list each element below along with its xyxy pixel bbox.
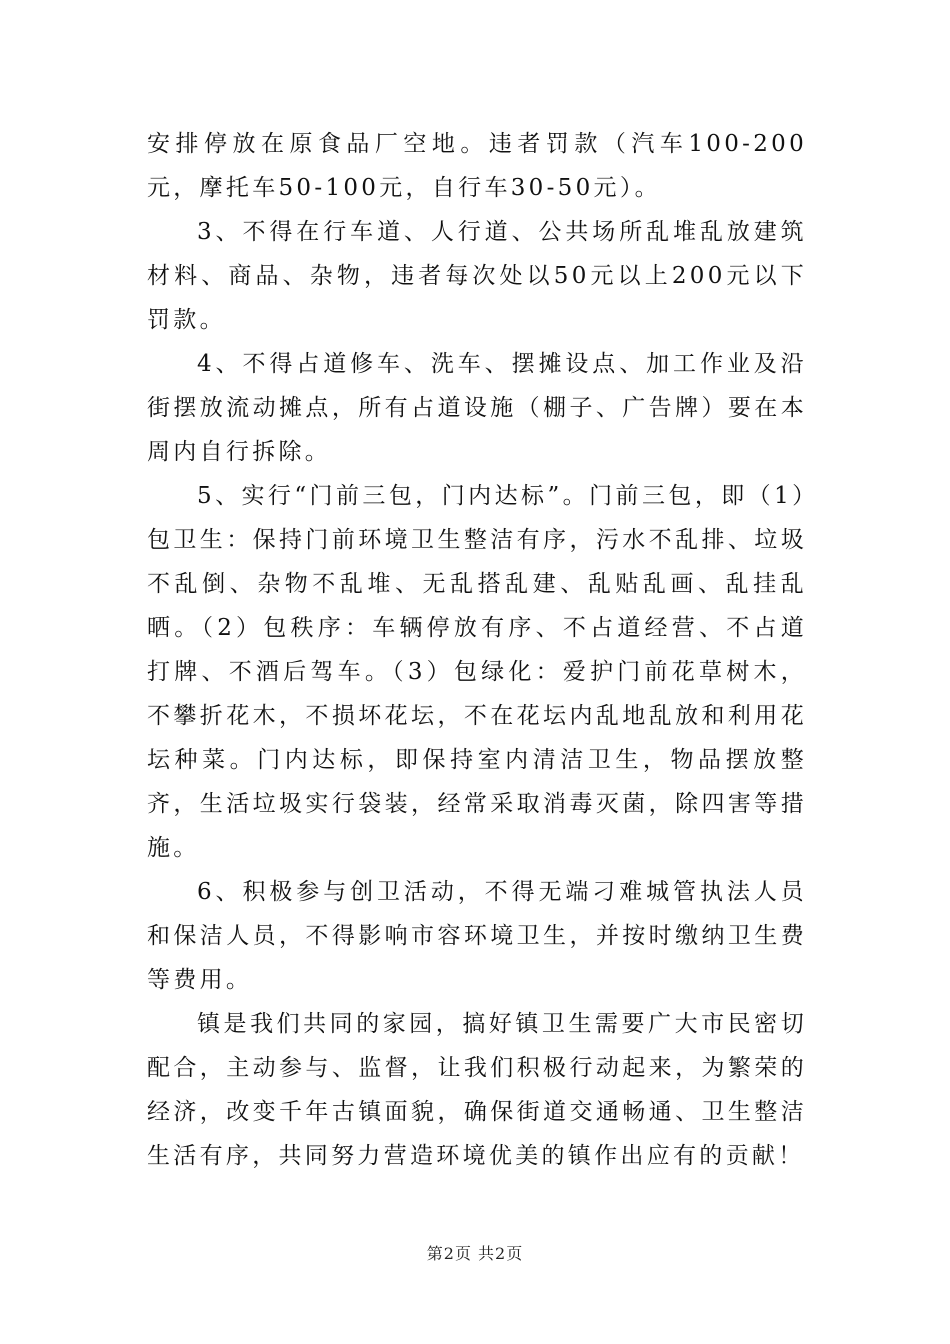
paragraph-item-6: 6、积极参与创卫活动，不得无端刁难城管执法人员和保洁人员，不得影响市容环境卫生，并按时缴纳卫生费等费用。 [147,879,807,993]
paragraph-closing: 镇是我们共同的家园，搞好镇卫生需要广大市民密切配合，主动参与、监督，让我们积极行动起来，为繁荣的经济，改变千年古镇面貌，确保街道交通畅通、卫生整洁生活有序，共同努力营造环境优美的镇作出应有的贡献！ [147,1011,807,1169]
paragraph-item-5: 5、实行“门前三包，门内达标”。门前三包，即（1）包卫生：保持门前环境卫生整洁有序，污水不乱排、垃圾不乱倒、杂物不乱堆、无乱搭乱建、乱贴乱画、乱挂乱晒。（2）包秩序：车辆停放有序、不占道经营、不占道打牌、不酒后驾车。（3）包绿化：爱护门前花草树木，不攀折花木，不损坏花坛，不在花坛内乱地乱放和利用花坛种菜。门内达标，即保持室内清洁卫生，物品摆放整齐，生活垃圾实行袋装，经常采取消毒灭菌，除四害等措施。 [147,483,807,861]
paragraph-item-4: 4、不得占道修车、洗车、摆摊设点、加工作业及沿街摆放流动摊点，所有占道设施（棚子、广告牌）要在本周内自行拆除。 [147,351,807,465]
document-body [147,122,807,1178]
paragraph-item-3: 3、不得在行车道、人行道、公共场所乱堆乱放建筑材料、商品、杂物，违者每次处以50元以上200元以下罚款。 [147,219,807,333]
page-number-footer: 第2页 共2页 [426,1244,524,1263]
paragraph-continuation: 安排停放在原食品厂空地。违者罚款（汽车100-200元，摩托车50-100元，自行车30-50元）。 [147,131,807,201]
